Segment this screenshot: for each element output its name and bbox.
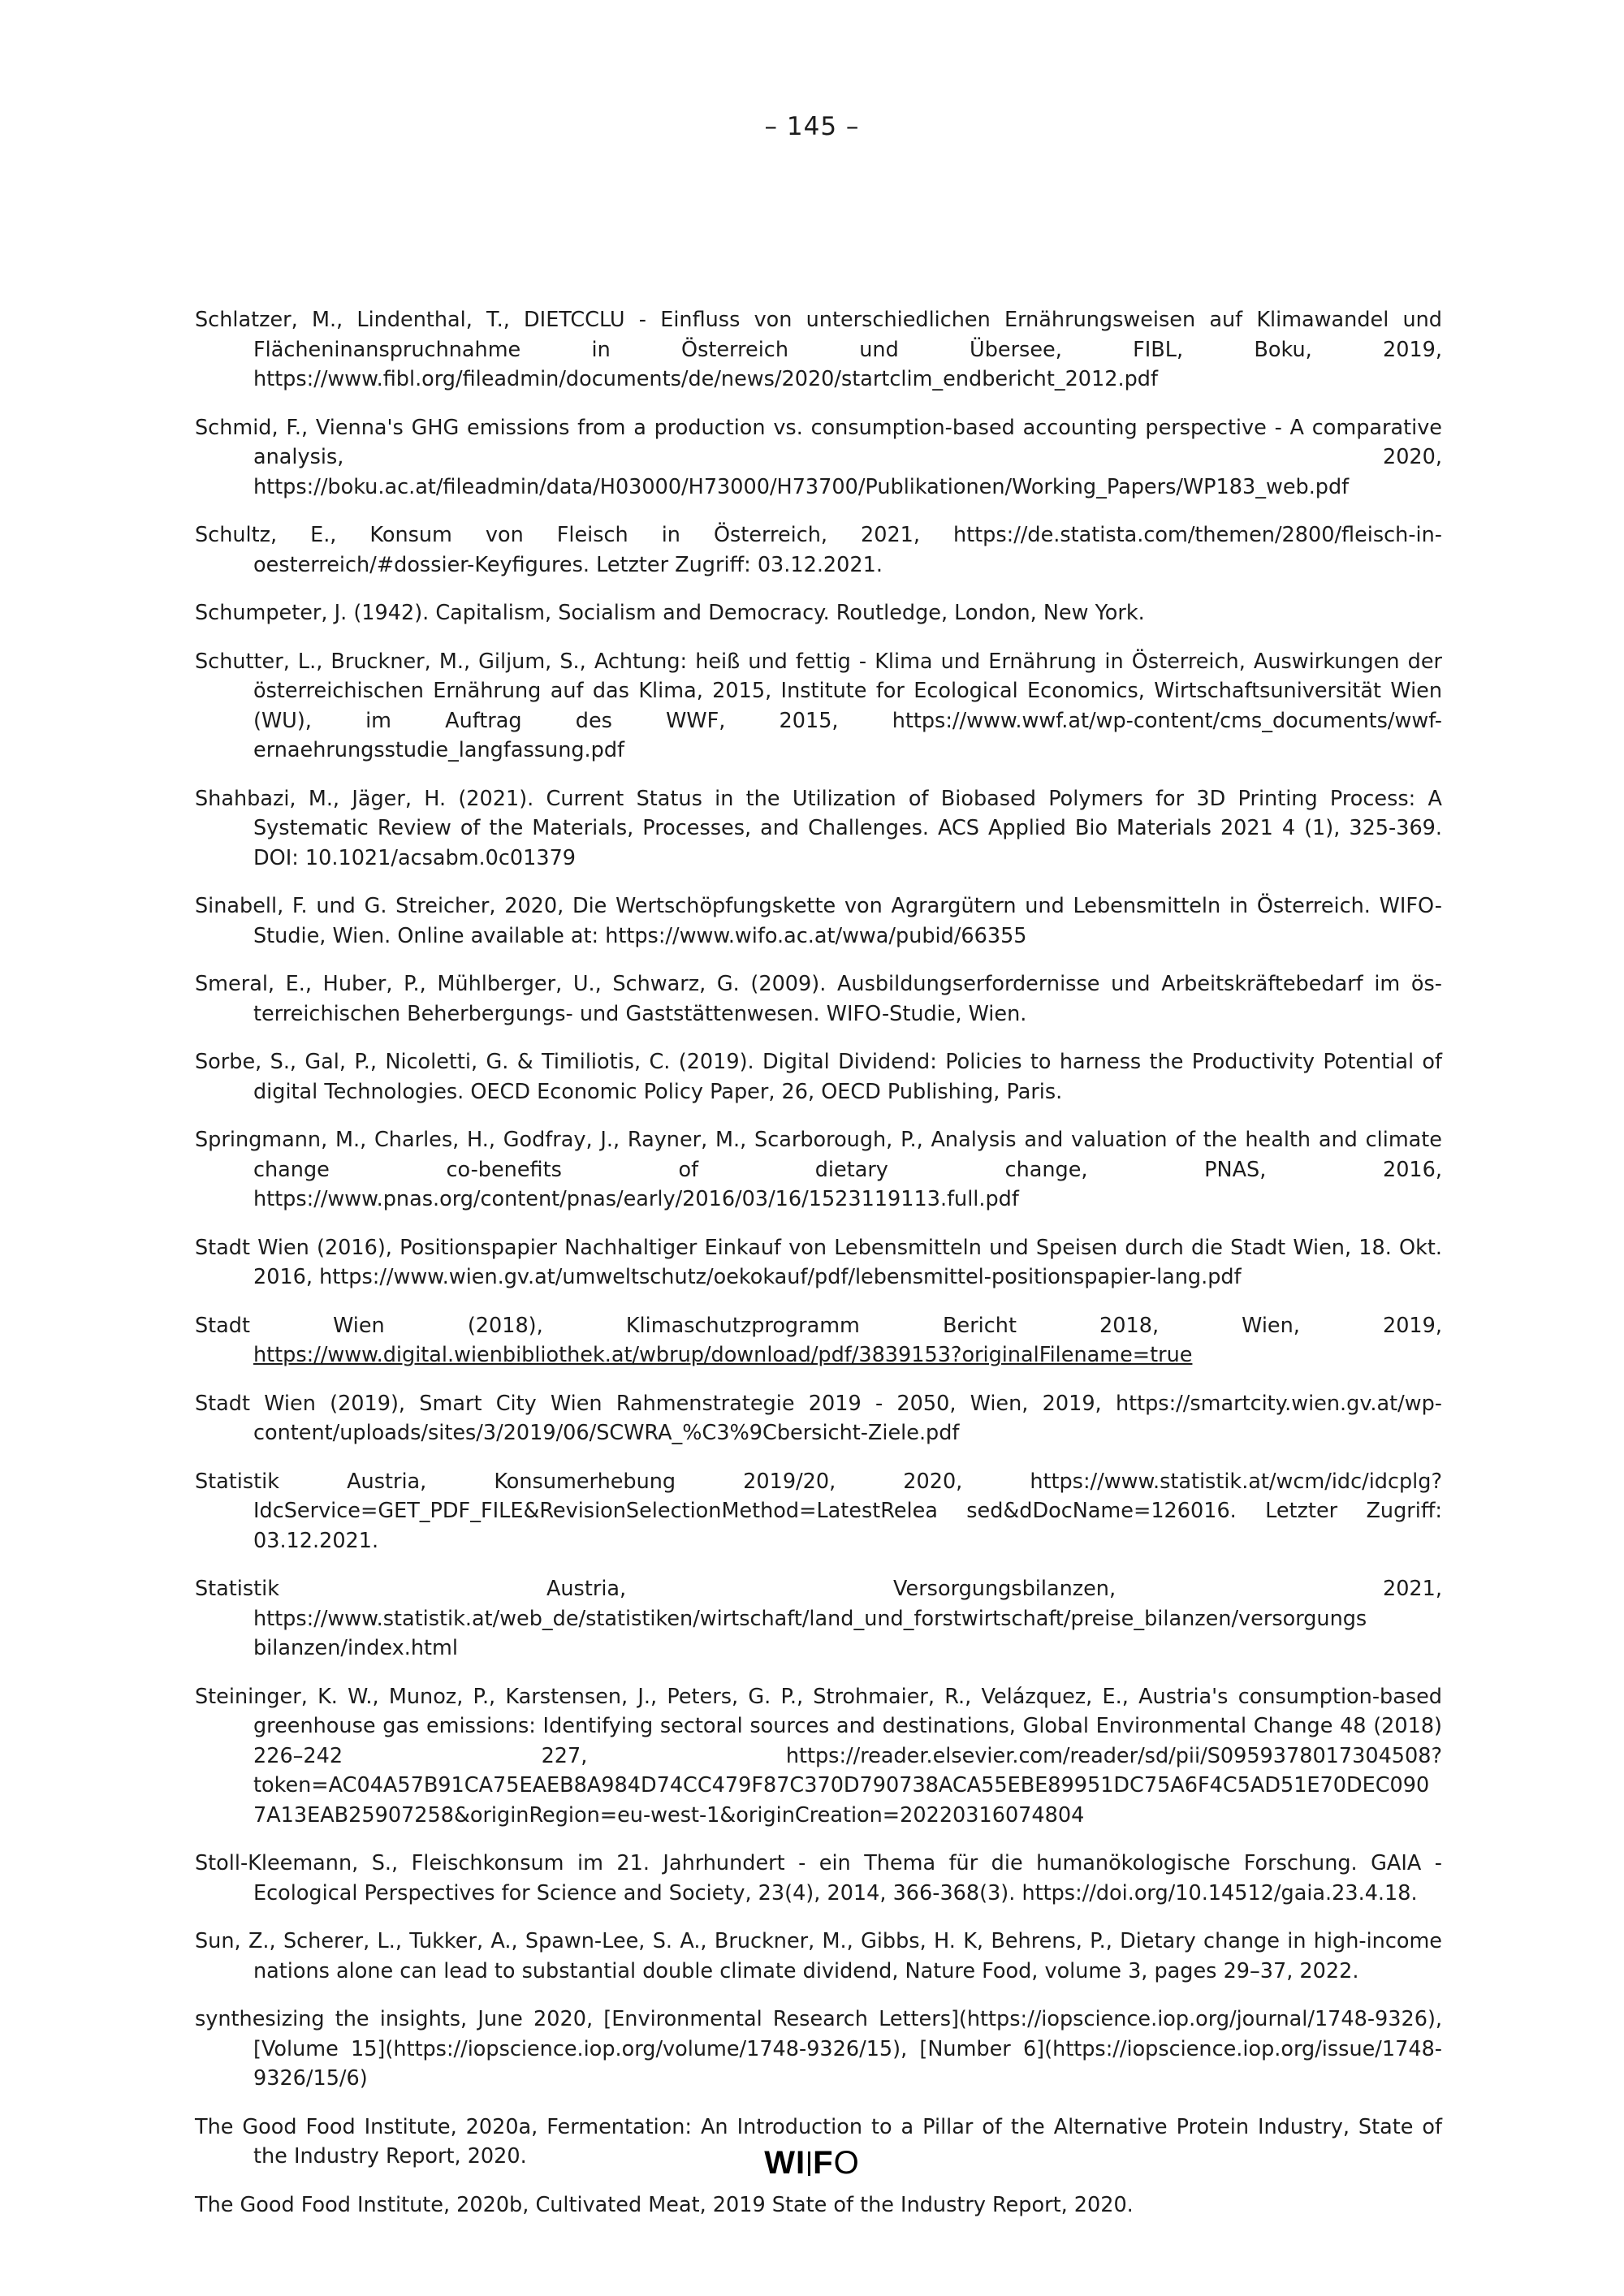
reference-entry (195, 647, 1442, 766)
reference-text: Schutter, L., Bruckner, M., Giljum, S., Achtung: heiß und fettig - Klima und Ernährung in Österreich, Auswirkungen der österreichischen Ernährung auf das Klima, 2015, Institute for Ecological Economics, Wirtschaftsuniversität Wien (WU), im Auftrag des WWF, 2015, https://www.wwf.at/wp-content/cms_documents/wwf-ernaehrungsstudie_langfassung.pdf (195, 649, 1442, 762)
reference-entry (195, 2005, 1442, 2094)
reference-list (195, 305, 1442, 2238)
reference-text: Schultz, E., Konsum von Fleisch in Österreich, 2021, https://de.statista.com/themen/2800/fleisch-in-oesterreich/#dossier-Keyfigures. Letzter Zugriff: 03.12.2021. (195, 523, 1442, 577)
logo-text-f: F (813, 2145, 834, 2181)
wifo-logo (0, 2145, 1624, 2182)
reference-text: The Good Food Institute, 2020a, Fermentation: An Introduction to a Pillar of the Alternative Protein Industry, State of the Industry Report, 2020. (195, 2114, 1442, 2169)
reference-text: Springmann, M., Charles, H., Godfray, J., Rayner, M., Scarborough, P., Analysis and valuation of the health and climate change co-benefits of dietary change, PNAS, 2016, https://www.pnas.org/content/pnas/early/2016/03/16/1523119113.full.pdf (195, 1128, 1442, 1211)
reference-link[interactable]: https://www.digital.wienbibliothek.at/wbrup/download/pdf/3839153?originalFilename=true (253, 1343, 1193, 1367)
reference-entry (195, 598, 1442, 628)
reference-text: Schmid, F., Vienna's GHG emissions from a production vs. consumption-based accounting perspective - A comparative analysis, 2020, https://boku.ac.at/fileadmin/data/H03000/H73000/H73700/Publikationen/Working_Papers/WP183_web.pdf (195, 415, 1442, 499)
reference-entry (195, 1047, 1442, 1107)
reference-entry (195, 1233, 1442, 1293)
reference-entry (195, 969, 1442, 1029)
reference-entry (195, 1389, 1442, 1448)
reference-entry (195, 1849, 1442, 1908)
reference-entry (195, 520, 1442, 580)
logo-separator (808, 2151, 810, 2176)
logo-text-wi: WI (764, 2145, 806, 2181)
reference-text: Statistik Austria, Konsumerhebung 2019/20, 2020, https://www.statistik.at/wcm/idc/idcplg?IdcService=GET_PDF_FILE&RevisionSelectionMethod=LatestRelea sed&dDocName=126016. Letzter Zugriff: 03.12.2021. (195, 1469, 1442, 1553)
reference-entry (195, 413, 1442, 503)
reference-text: Sinabell, F. und G. Streicher, 2020, Die Wertschöpfungskette von Agrargütern und Lebensmitteln in Österreich. WIFO-Studie, Wien. Online available at: https://www.wifo.ac.at/wwa/pubid/66355 (195, 894, 1442, 948)
reference-text: synthesizing the insights, June 2020, [Environmental Research Letters](https://iopscience.iop.org/journal/1748-9326), [Volume 15](https://iopscience.iop.org/volume/1748-9326/15), [Number 6](https://iopscience.iop.org/issue/1748-9326/15/6) (195, 2007, 1442, 2091)
reference-text: Schlatzer, M., Lindenthal, T., DIETCCLU - Einfluss von unterschiedlichen Ernährungsweisen auf Klimawandel und Flächeninanspruchnahme in Österreich und Übersee, FIBL, Boku, 2019, https://www.fibl.org/fileadmin/documents/de/news/2020/startclim_endbericht_2012.pdf (195, 308, 1442, 391)
logo-text-o: O (833, 2145, 860, 2181)
reference-entry (195, 1467, 1442, 1556)
reference-entry (195, 1927, 1442, 1986)
reference-text: Stadt Wien (2018), Klimaschutzprogramm Bericht 2018, Wien, 2019, (195, 1313, 1442, 1338)
reference-text: Sun, Z., Scherer, L., Tukker, A., Spawn-Lee, S. A., Bruckner, M., Gibbs, H. K, Behrens, P., Dietary change in high-income nations alone can lead to substantial double climate dividend, Nature Food, volume 3, pages 29–37, 2022. (195, 1929, 1442, 1983)
reference-entry (195, 305, 1442, 395)
reference-text: The Good Food Institute, 2020b, Cultivated Meat, 2019 State of the Industry Report, 2020. (195, 2192, 1134, 2217)
reference-entry (195, 1574, 1442, 1664)
reference-entry (195, 1311, 1442, 1370)
reference-text: Statistik Austria, Versorgungsbilanzen, 2021, https://www.statistik.at/web_de/statistiken/wirtschaft/land_und_forstwirtschaft/preise_bilanzen/versorgungs bilanzen/index.html (195, 1577, 1442, 1660)
reference-text: Stadt Wien (2016), Positionspapier Nachhaltiger Einkauf von Lebensmitteln und Speisen durch die Stadt Wien, 18. Okt. 2016, https://www.wien.gv.at/umweltschutz/oekokauf/pdf/lebensmittel-positionspapier-lang.pdf (195, 1235, 1442, 1289)
reference-text: Steininger, K. W., Munoz, P., Karstensen, J., Peters, G. P., Strohmaier, R., Velázquez, E., Austria's consumption-based greenhouse gas emissions: Identifying sectoral sources and destinations, Global Environmental Change 48 (2018) 226–242 227, https://reader.elsevier.com/reader/sd/pii/S0959378017304508?token=AC04A57B91CA75EAEB8A984D74CC479F87C370D790738ACA55EBE89951DC75A6F4C5AD51E70DEC0907A13EAB25907258&originRegion=eu-west-1&originCreation=20220316074804 (195, 1684, 1442, 1828)
reference-text: Schumpeter, J. (1942). Capitalism, Socialism and Democracy. Routledge, London, New York. (195, 601, 1145, 625)
reference-text: Shahbazi, M., Jäger, H. (2021). Current Status in the Utilization of Biobased Polymers for 3D Printing Process: A Systematic Review of the Materials, Processes, and Challenges. ACS Applied Bio Materials 2021 4 (1), 325-369. DOI: 10.1021/acsabm.0c01379 (195, 786, 1442, 870)
reference-text: Smeral, E., Huber, P., Mühlberger, U., Schwarz, G. (2009). Ausbildungserfordernisse und Arbeitskräftebedarf im ös-terreichischen Beherbergungs- und Gaststättenwesen. WIFO-Studie, Wien. (195, 972, 1442, 1026)
reference-entry (195, 1125, 1442, 1215)
reference-entry (195, 784, 1442, 874)
page-number: – 145 – (764, 112, 860, 141)
reference-entry (195, 1682, 1442, 1831)
reference-entry (195, 2190, 1442, 2220)
reference-text: Sorbe, S., Gal, P., Nicoletti, G. & Timiliotis, C. (2019). Digital Dividend: Policies to harness the Productivity Potential of digital Technologies. OECD Economic Policy Paper, 26, OECD Publishing, Paris. (195, 1050, 1442, 1104)
reference-entry (195, 891, 1442, 951)
reference-text: Stoll-Kleemann, S., Fleischkonsum im 21. Jahrhundert - ein Thema für die humanökologische Forschung. GAIA - Ecological Perspectives for Science and Society, 23(4), 2014, 366-368(3). https://doi.org/10.14512/gaia.23.4.18. (195, 1851, 1442, 1905)
reference-text: Stadt Wien (2019), Smart City Wien Rahmenstrategie 2019 - 2050, Wien, 2019, https://smartcity.wien.gv.at/wp-content/uploads/sites/3/2019/06/SCWRA_%C3%9Cbersicht-Ziele.pdf (195, 1391, 1442, 1445)
